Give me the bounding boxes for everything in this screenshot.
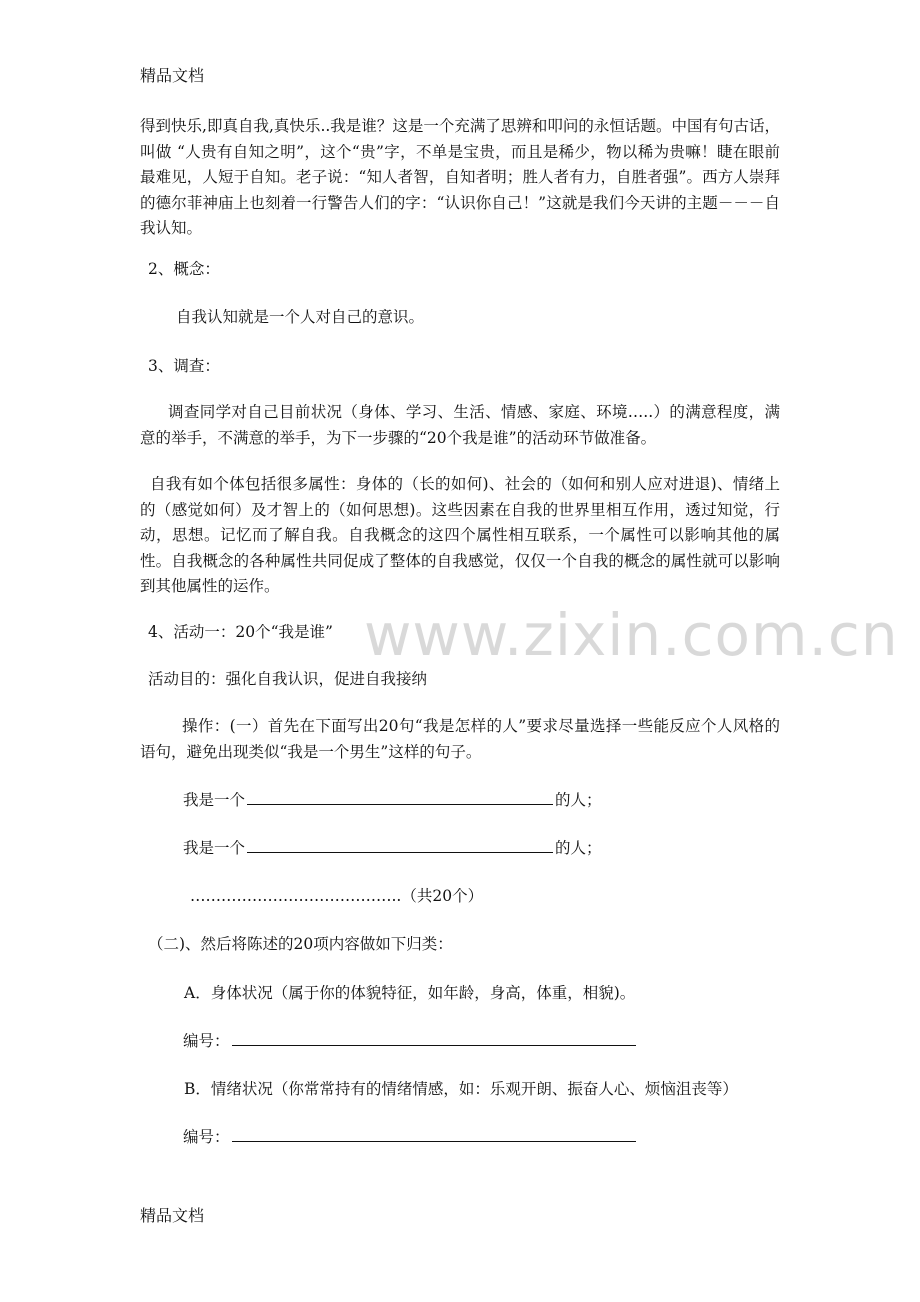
ellipsis-line: …………………………………..（共20个） xyxy=(190,887,484,905)
number-line-b xyxy=(183,1127,638,1147)
category-b: B．情绪状况（你常常持有的情绪情感，如：乐观开朗、振奋人心、烦恼沮丧等） xyxy=(184,1080,738,1098)
page-header-label: 精品文档 xyxy=(140,66,205,85)
operation-paragraph: 操作：(一）首先在下面写出20句“我是怎样的人”要求尽量选择一些能反应个人风格的语句，避免出现类似“我是一个男生”这样的句子。 xyxy=(140,717,780,761)
fill-blank-1[interactable] xyxy=(247,803,553,805)
section-4-heading: 4、活动一：20个“我是谁” xyxy=(148,623,333,641)
number-label-a: 编号： xyxy=(183,1032,230,1050)
page-footer-label: 精品文档 xyxy=(140,1206,205,1225)
category-a: A．身体状况（属于你的体貌特征，如年龄，身高，体重，相貌)。 xyxy=(184,984,636,1002)
intro-paragraph: 得到快乐,即真自我,真快乐..我是谁？这是一个充满了思辨和叩问的永恒话题。中国有句古话，叫做 “人贵有自知之明”，这个“贵”字，不单是宝贵，而且是稀少，物以稀为贵嘛！睫在眼前最难见，人短于自知。老子说：“知人者智，自知者明；胜人者有力，自胜者强”。西方人崇拜的德尔菲神庙上也刻着一行警告人们的字：“认识你自己！”这就是我们今天讲的主题－－－自我认知。 xyxy=(140,117,780,237)
fill-blank-2[interactable] xyxy=(247,851,553,853)
number-label-b: 编号： xyxy=(183,1128,230,1146)
fill-line-1-suffix: 的人； xyxy=(555,791,602,809)
number-line-a xyxy=(183,1031,638,1051)
fill-line-1 xyxy=(183,790,602,810)
section-3-paragraph: 调查同学对自己目前状况（身体、学习、生活、情感、家庭、环境…..）的满意程度，满意的举手，不满意的举手，为下一步骤的“20个我是谁”的活动环节做准备。 xyxy=(140,403,780,447)
fill-line-2-prefix: 我是一个 xyxy=(183,839,246,857)
number-blank-a[interactable] xyxy=(232,1044,636,1046)
number-blank-b[interactable] xyxy=(232,1140,636,1142)
activity-goal: 活动目的：强化自我认识，促进自我接纳 xyxy=(148,670,428,688)
fill-line-2 xyxy=(183,838,602,858)
step-2-heading: （二)、然后将陈述的20项内容做如下归类： xyxy=(148,935,453,953)
fill-line-2-suffix: 的人； xyxy=(555,839,602,857)
section-2-heading: 2、概念： xyxy=(148,260,220,278)
section-3-heading: 3、调查： xyxy=(148,357,220,375)
watermark-text: www.zixin.com.cn xyxy=(364,601,899,669)
attributes-paragraph: 自我有如个体包括很多属性：身体的（长的如何)、社会的（如何和别人应对进退)、情绪上的（感觉如何）及才智上的（如何思想)。这些因素在自我的世界里相互作用，透过知觉，行动，思想。记忆而了解自我。自我概念的这四个属性相互联系，一个属性可以影响其他的属性。自我概念的各种属性共同促成了整体的自我感觉，仅仅一个自我的概念的属性就可以影响到其他属性的运作。 xyxy=(140,475,780,595)
section-2-text: 自我认知就是一个人对自己的意识。 xyxy=(176,308,425,326)
fill-line-1-prefix: 我是一个 xyxy=(183,791,246,809)
